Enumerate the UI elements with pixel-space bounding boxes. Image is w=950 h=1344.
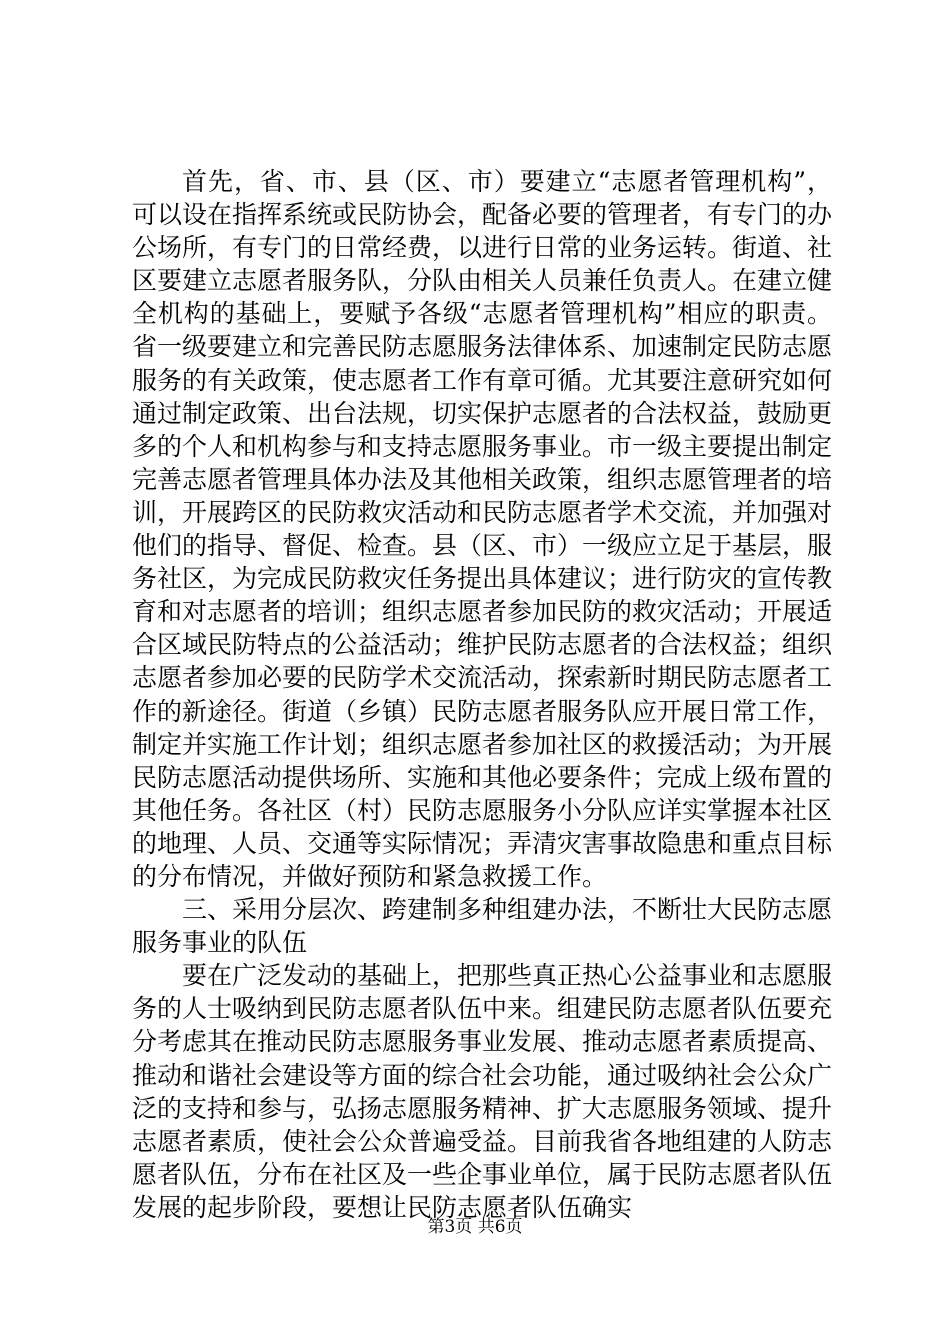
body-paragraph-1: 首先，省、市、县（区、市）要建立“志愿者管理机构”，可以设在指挥系统或民防协会，配备必要的管理者，有专门的办公场所，有专门的日常经费，以进行日常的业务运转。街道、社区要建立志愿者服务队，分队由相关人员兼任负责人。在建立健全机构的基础上，要赋予各级“志愿者管理机构”相应的职责。省一级要建立和完善民防志愿服务法律体系、加速制定民防志愿服务的有关政策，使志愿者工作有章可循。尤其要注意研究如何通过制定政策、出台法规，切实保护志愿者的合法权益，鼓励更多的个人和机构参与和支持志愿服务事业。市一级主要提出制定完善志愿者管理具体办法及其他相关政策，组织志愿管理者的培训，开展跨区的民防救灾活动和民防志愿者学术交流，并加强对他们的指导、督促、检查。县（区、市）一级应立足于基层，服务社区，为完成民防救灾任务提出具体建议；进行防灾的宣传教育和对志愿者的培训；组织志愿者参加民防的救灾活动；开展适合区域民防特点的公益活动；维护民防志愿者的合法权益；组织志愿者参加必要的民防学术交流活动，探索新时期民防志愿者工作的新途径。街道（乡镇）民防志愿者服务队应开展日常工作，制定并实施工作计划；组织志愿者参加社区的救援活动；为开展民防志愿活动提供场所、实施和其他必要条件；完成上级布置的其他任务。各社区（村）民防志愿服务小分队应详实掌握本社区的地理、人员、交通等实际情况；弄清灾害事故隐患和重点目标的分布情况，并做好预防和紧急救援工作。 xyxy=(132,167,833,891)
page-footer: 第3页 共6页 xyxy=(427,1217,523,1237)
section-heading: 三、采用分层次、跨建制多种组建办法，不断壮大民防志愿服务事业的队伍 xyxy=(132,895,833,958)
body-paragraph-2: 要在广泛发动的基础上，把那些真正热心公益事业和志愿服务的人士吸纳到民防志愿者队伍中来。组建民防志愿者队伍要充分考虑其在推动民防志愿服务事业发展、推动志愿者素质提高、推动和谐社会建设等方面的综合社会功能，通过吸纳社会公众广泛的支持和参与，弘扬志愿服务精神、扩大志愿服务领域、提升志愿者素质，使社会公众普遍受益。目前我省各地组建的人防志愿者队伍，分布在社区及一些企事业单位，属于民防志愿者队伍发展的起步阶段，要想让民防志愿者队伍确实 xyxy=(132,961,833,1222)
document-body xyxy=(132,165,832,1224)
